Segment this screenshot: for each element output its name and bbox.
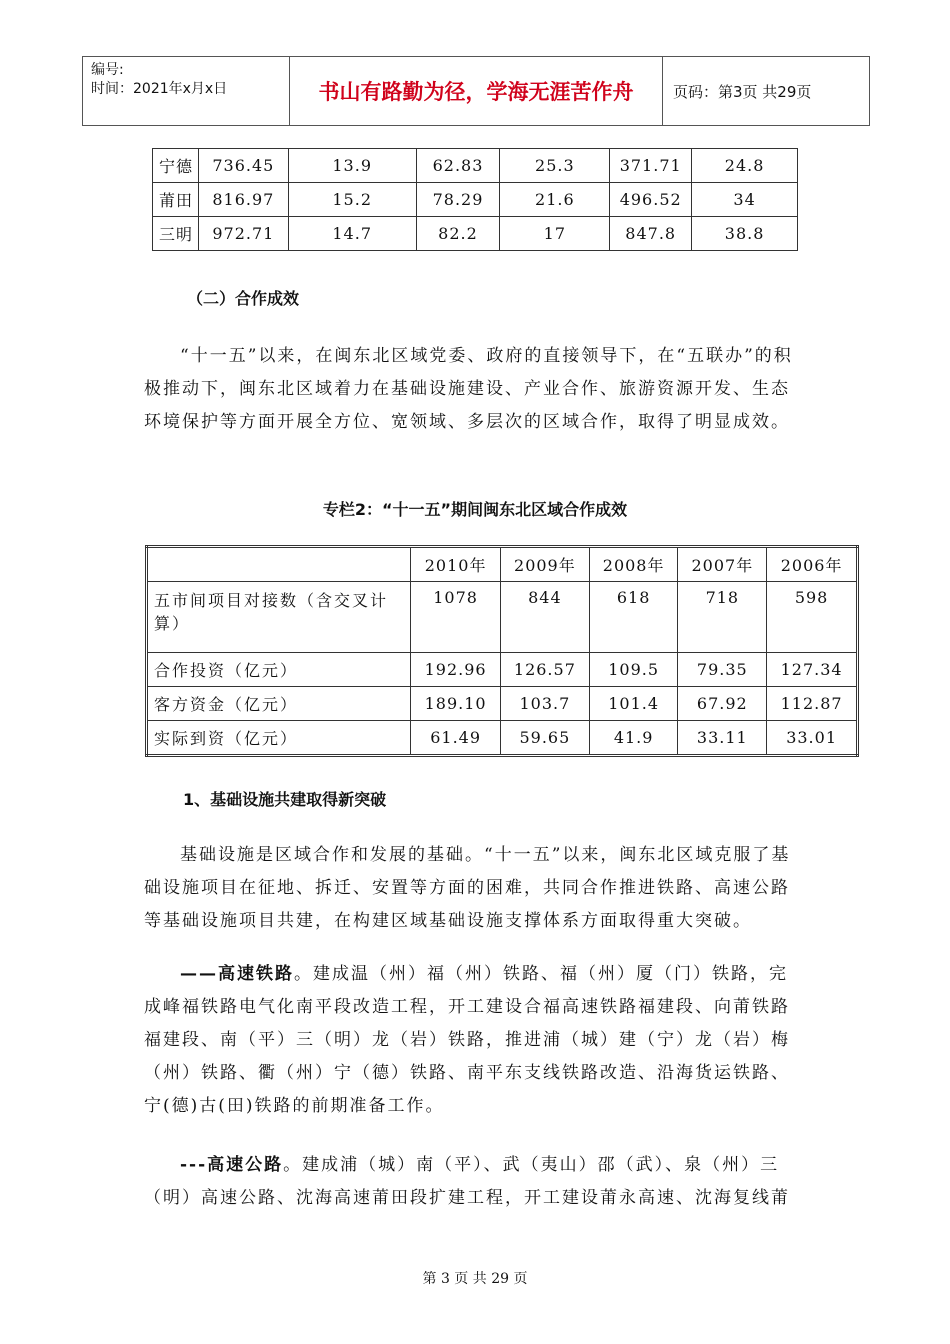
paragraph-infrastructure: 基础设施是区域合作和发展的基础。“十一五”以来，闽东北区域克服了基础设施项目在征地、拆迁、安置等方面的困难，共同合作推进铁路、高速公路等基础设施项目共建，在构建区域基础设施支撑体系方面取得重大突破。 [144, 845, 791, 931]
table-cell: 14.7 [288, 217, 416, 251]
table-cell: 371.71 [610, 149, 692, 183]
column-header: 2006年 [767, 547, 858, 582]
row-label-cell: 莆田 [153, 183, 199, 217]
table-cell: 1078 [411, 582, 501, 653]
table-row [147, 687, 858, 721]
column-header: 2009年 [501, 547, 590, 582]
table-cell: 15.2 [288, 183, 416, 217]
cooperation-results-table [145, 545, 859, 757]
number-label: 编号: [91, 62, 124, 78]
table-cell: 844 [501, 582, 590, 653]
column-header: 2008年 [589, 547, 678, 582]
table-cell: 189.10 [411, 687, 501, 721]
document-header [82, 56, 870, 126]
header-meta [83, 57, 290, 125]
table-cell: 618 [589, 582, 678, 653]
table-cell: 17 [500, 217, 610, 251]
rail-body: 。建成温（州）福（州）铁路、福（州）厦（门）铁路，完成峰福铁路电气化南平段改造工程，开工建设合福高速铁路福建段、向莆铁路福建段、南（平）三（明）龙（岩）铁路，推进浦（城）建（宁）龙（岩）梅（州）铁路、衢（州）宁（德）铁路、南平东支线铁路改造、沿海货运铁路、宁(德)古(田)铁路的前期准备工作。 [144, 964, 790, 1116]
table-cell: 59.65 [501, 721, 590, 756]
table-cell: 598 [767, 582, 858, 653]
table-cell: 41.9 [589, 721, 678, 756]
subheading-infrastructure: 1、基础设施共建取得新突破 [183, 790, 387, 809]
table-cell: 79.35 [678, 653, 767, 687]
page-footer: 第 3 页 共 29 页 [422, 1271, 528, 1287]
paragraph-expressway [144, 1149, 804, 1215]
table-row [153, 149, 798, 183]
table-cell: 21.6 [500, 183, 610, 217]
table-cell: 816.97 [198, 183, 288, 217]
time-label: 时间：2021年x月x日 [91, 81, 228, 97]
table-cell: 24.8 [692, 149, 798, 183]
table-row [147, 582, 858, 653]
table-cell: 38.8 [692, 217, 798, 251]
expressway-lead: ---高速公路 [180, 1155, 284, 1175]
table-cell: 972.71 [198, 217, 288, 251]
table-title-column2: 专栏2：“十一五”期间闽东北区域合作成效 [322, 500, 628, 519]
table-cell: 67.92 [678, 687, 767, 721]
row-label-cell: 合作投资（亿元） [147, 653, 411, 687]
section-heading-cooperation-results: （二）合作成效 [187, 289, 300, 308]
table-cell: 112.87 [767, 687, 858, 721]
column-header [147, 547, 411, 582]
table-cell: 126.57 [501, 653, 590, 687]
table-row [147, 653, 858, 687]
table-cell: 496.52 [610, 183, 692, 217]
table-cell: 82.2 [416, 217, 500, 251]
table-cell: 33.11 [678, 721, 767, 756]
table-cell: 103.7 [501, 687, 590, 721]
row-label-cell: 三明 [153, 217, 199, 251]
row-label-cell: 实际到资（亿元） [147, 721, 411, 756]
city-data-table [152, 148, 798, 251]
paragraph-cooperation-intro: “十一五”以来，在闽东北区域党委、政府的直接领导下，在“五联办”的积极推动下，闽东北区域着力在基础设施建设、产业合作、旅游资源开发、生态环境保护等方面开展全方位、宽领域、多层次的区域合作，取得了明显成效。 [144, 346, 793, 432]
table-cell: 718 [678, 582, 767, 653]
row-label-cell: 五市间项目对接数（含交叉计算） [147, 582, 411, 653]
table-cell: 101.4 [589, 687, 678, 721]
table-cell: 62.83 [416, 149, 500, 183]
header-motto: 书山有路勤为径，学海无涯苦作舟 [290, 57, 663, 125]
table-cell: 61.49 [411, 721, 501, 756]
table-cell: 109.5 [589, 653, 678, 687]
table-row [153, 217, 798, 251]
expressway-body: 。建成浦（城）南（平）、武（夷山）邵（武）、泉（州）三（明）高速公路、沈海高速莆田段扩建工程，开工建设莆永高速、沈海复线莆 [144, 1155, 790, 1208]
table-cell: 34 [692, 183, 798, 217]
rail-lead: ——高速铁路 [180, 964, 294, 984]
row-label-cell: 客方资金（亿元） [147, 687, 411, 721]
table-row [153, 183, 798, 217]
row-label-cell: 宁德 [153, 149, 199, 183]
header-page-code: 页码：第3页 共29页 [673, 82, 812, 101]
table-row [147, 721, 858, 756]
column-header: 2010年 [411, 547, 501, 582]
table-cell: 78.29 [416, 183, 500, 217]
table-cell: 13.9 [288, 149, 416, 183]
paragraph-high-speed-rail [144, 958, 804, 1123]
table-cell: 33.01 [767, 721, 858, 756]
table-cell: 25.3 [500, 149, 610, 183]
column-header: 2007年 [678, 547, 767, 582]
table-cell: 847.8 [610, 217, 692, 251]
table-cell: 127.34 [767, 653, 858, 687]
table-header-row [147, 547, 858, 582]
table-cell: 192.96 [411, 653, 501, 687]
table-cell: 736.45 [198, 149, 288, 183]
